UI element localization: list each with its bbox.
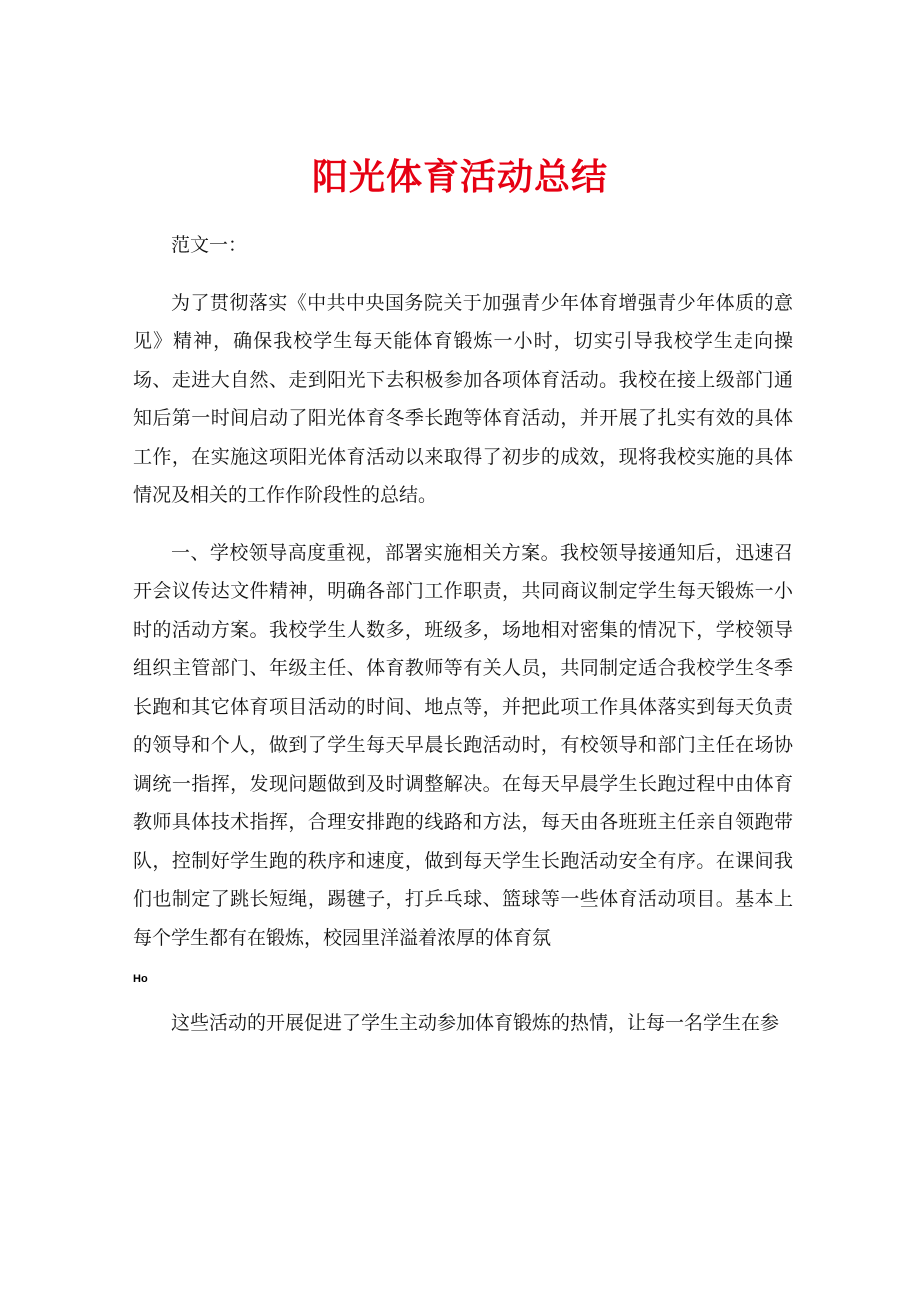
paragraph-continuation: 这些活动的开展促进了学生主动参加体育锻炼的热情，让每一名学生在参	[171, 1012, 780, 1034]
document-title: 阳光体育活动总结	[311, 157, 608, 199]
paragraph-section-one: 一、学校领导高度重视，部署实施相关方案。我校领导接通知后，迅速召开会议传达文件精神，明确各部门工作职责，共同商议制定学生每天锻炼一小时的活动方案。我校学生人数多，班级多，场地相对密集的情况下，学校领导组织主管部门、年级主任、体育教师等有关人员，共同制定适合我校学生冬季长跑和其它体育项目活动的时间、地点等，并把此项工作具体落实到每天负责的领导和个人，做到了学生每天早晨长跑活动时，有校领导和部门主任在场协调统一指挥，发现问题做到及时调整解决。在每天早晨学生长跑过程中由体育教师具体技术指挥，合理安排跑的线路和方法，每天由各班班主任亲自领跑带队，控制好学生跑的秩序和速度，做到每天学生长跑活动安全有序。在课间我们也制定了跳长短绳，踢毽子，打乒乓球、篮球等一些体育活动项目。基本上每个学生都有在锻炼，校园里洋溢着浓厚的体育氛	[133, 541, 793, 949]
section-label: 范文一：	[171, 234, 248, 256]
stray-mark: Ho	[133, 973, 148, 985]
paragraph-intro: 为了贯彻落实《中共中央国务院关于加强青少年体育增强青少年体质的意见》精神，确保我校学生每天能体育锻炼一小时，切实引导我校学生走向操场、走进大自然、走到阳光下去积极参加各项体育活动。我校在接上级部门通知后第一时间启动了阳光体育冬季长跑等体育活动，并开展了扎实有效的具体工作，在实施这项阳光体育活动以来取得了初步的成效，现将我校实施的具体情况及相关的工作作阶段性的总结。	[133, 291, 793, 506]
document-body	[133, 226, 793, 1062]
